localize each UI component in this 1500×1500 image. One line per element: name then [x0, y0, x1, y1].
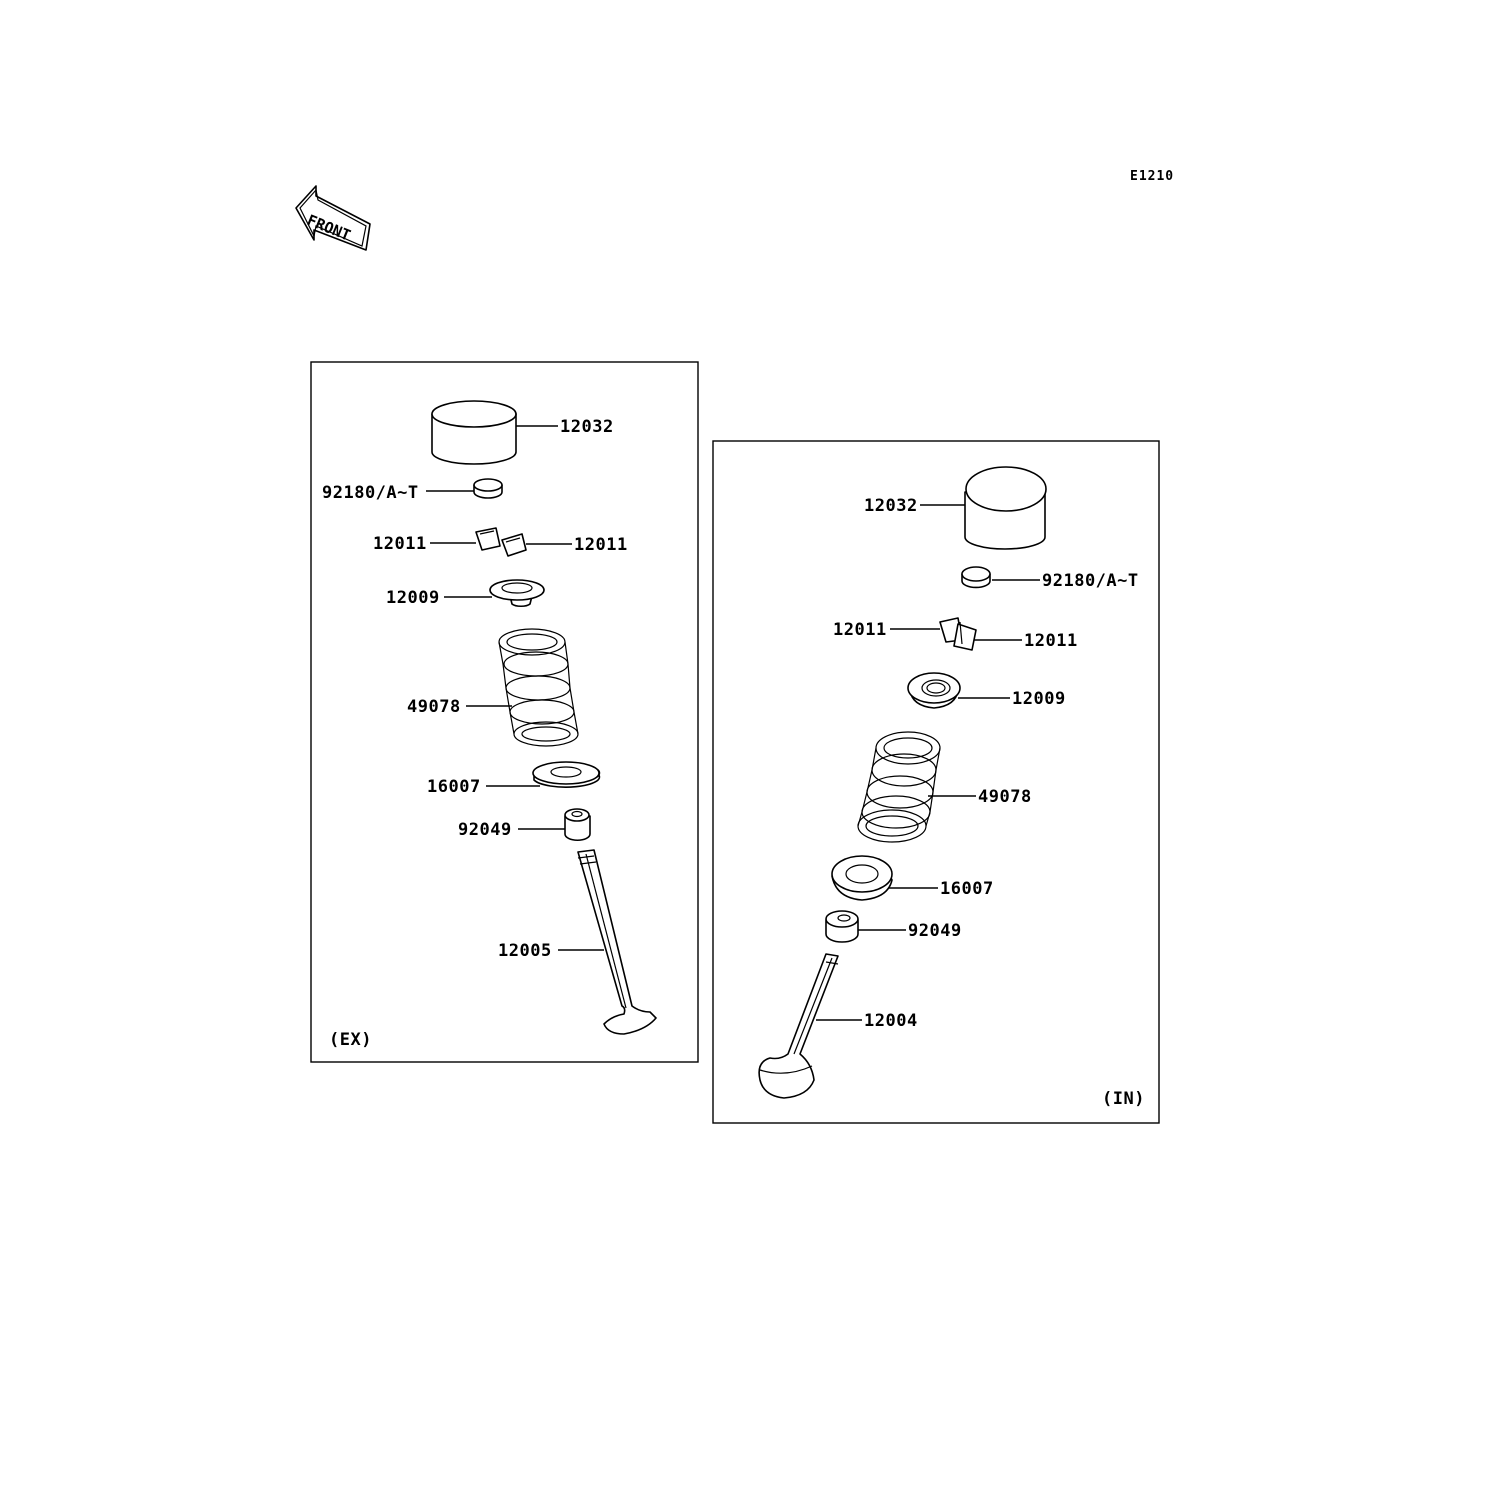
- in-spring: [858, 732, 940, 842]
- in-label-retainer: 12009: [1012, 689, 1066, 709]
- in-label-spring: 49078: [978, 787, 1032, 807]
- in-label-cotter-left: 12011: [833, 620, 887, 640]
- ex-spring-seat: [533, 762, 599, 787]
- ex-cotters: [476, 528, 526, 556]
- in-label-valve: 12004: [864, 1011, 918, 1031]
- in-label-shim: 92180/A~T: [1042, 571, 1139, 591]
- intake-panel-frame: [713, 441, 1159, 1123]
- in-label-cotter-right: 12011: [1024, 631, 1078, 651]
- in-label-stem-seal: 92049: [908, 921, 962, 941]
- in-retainer: [908, 673, 960, 708]
- ex-label-spring: 49078: [407, 697, 461, 717]
- ex-label-valve: 12005: [498, 941, 552, 961]
- ex-label-spring-seat: 16007: [427, 777, 481, 797]
- in-label-spring-seat: 16007: [940, 879, 994, 899]
- intake-panel: [713, 441, 1159, 1123]
- ex-label-tappet: 12032: [560, 417, 614, 437]
- ex-stem-seal: [565, 809, 590, 840]
- ex-label-cotter-right: 12011: [574, 535, 628, 555]
- diagram-code: E1210: [1130, 169, 1175, 184]
- exhaust-panel: [311, 362, 698, 1062]
- ex-panel-title: (EX): [329, 1030, 372, 1050]
- ex-label-retainer: 12009: [386, 588, 440, 608]
- in-label-tappet: 12032: [864, 496, 918, 516]
- in-spring-seat: [832, 856, 892, 900]
- ex-spring: [499, 629, 578, 746]
- front-label: FRONT: [304, 211, 354, 245]
- ex-label-shim: 92180/A~T: [322, 483, 419, 503]
- front-arrow-icon: [296, 186, 370, 250]
- in-tappet: [965, 467, 1046, 549]
- ex-valve: [578, 850, 656, 1034]
- in-shim: [962, 567, 990, 587]
- in-stem-seal: [826, 911, 858, 942]
- in-panel-title: (IN): [1102, 1089, 1145, 1109]
- ex-shim: [474, 479, 502, 498]
- in-cotters: [940, 618, 976, 650]
- ex-tappet: [432, 401, 516, 464]
- ex-label-stem-seal: 92049: [458, 820, 512, 840]
- ex-retainer: [490, 580, 544, 606]
- in-valve: [759, 954, 838, 1098]
- ex-label-cotter-left: 12011: [373, 534, 427, 554]
